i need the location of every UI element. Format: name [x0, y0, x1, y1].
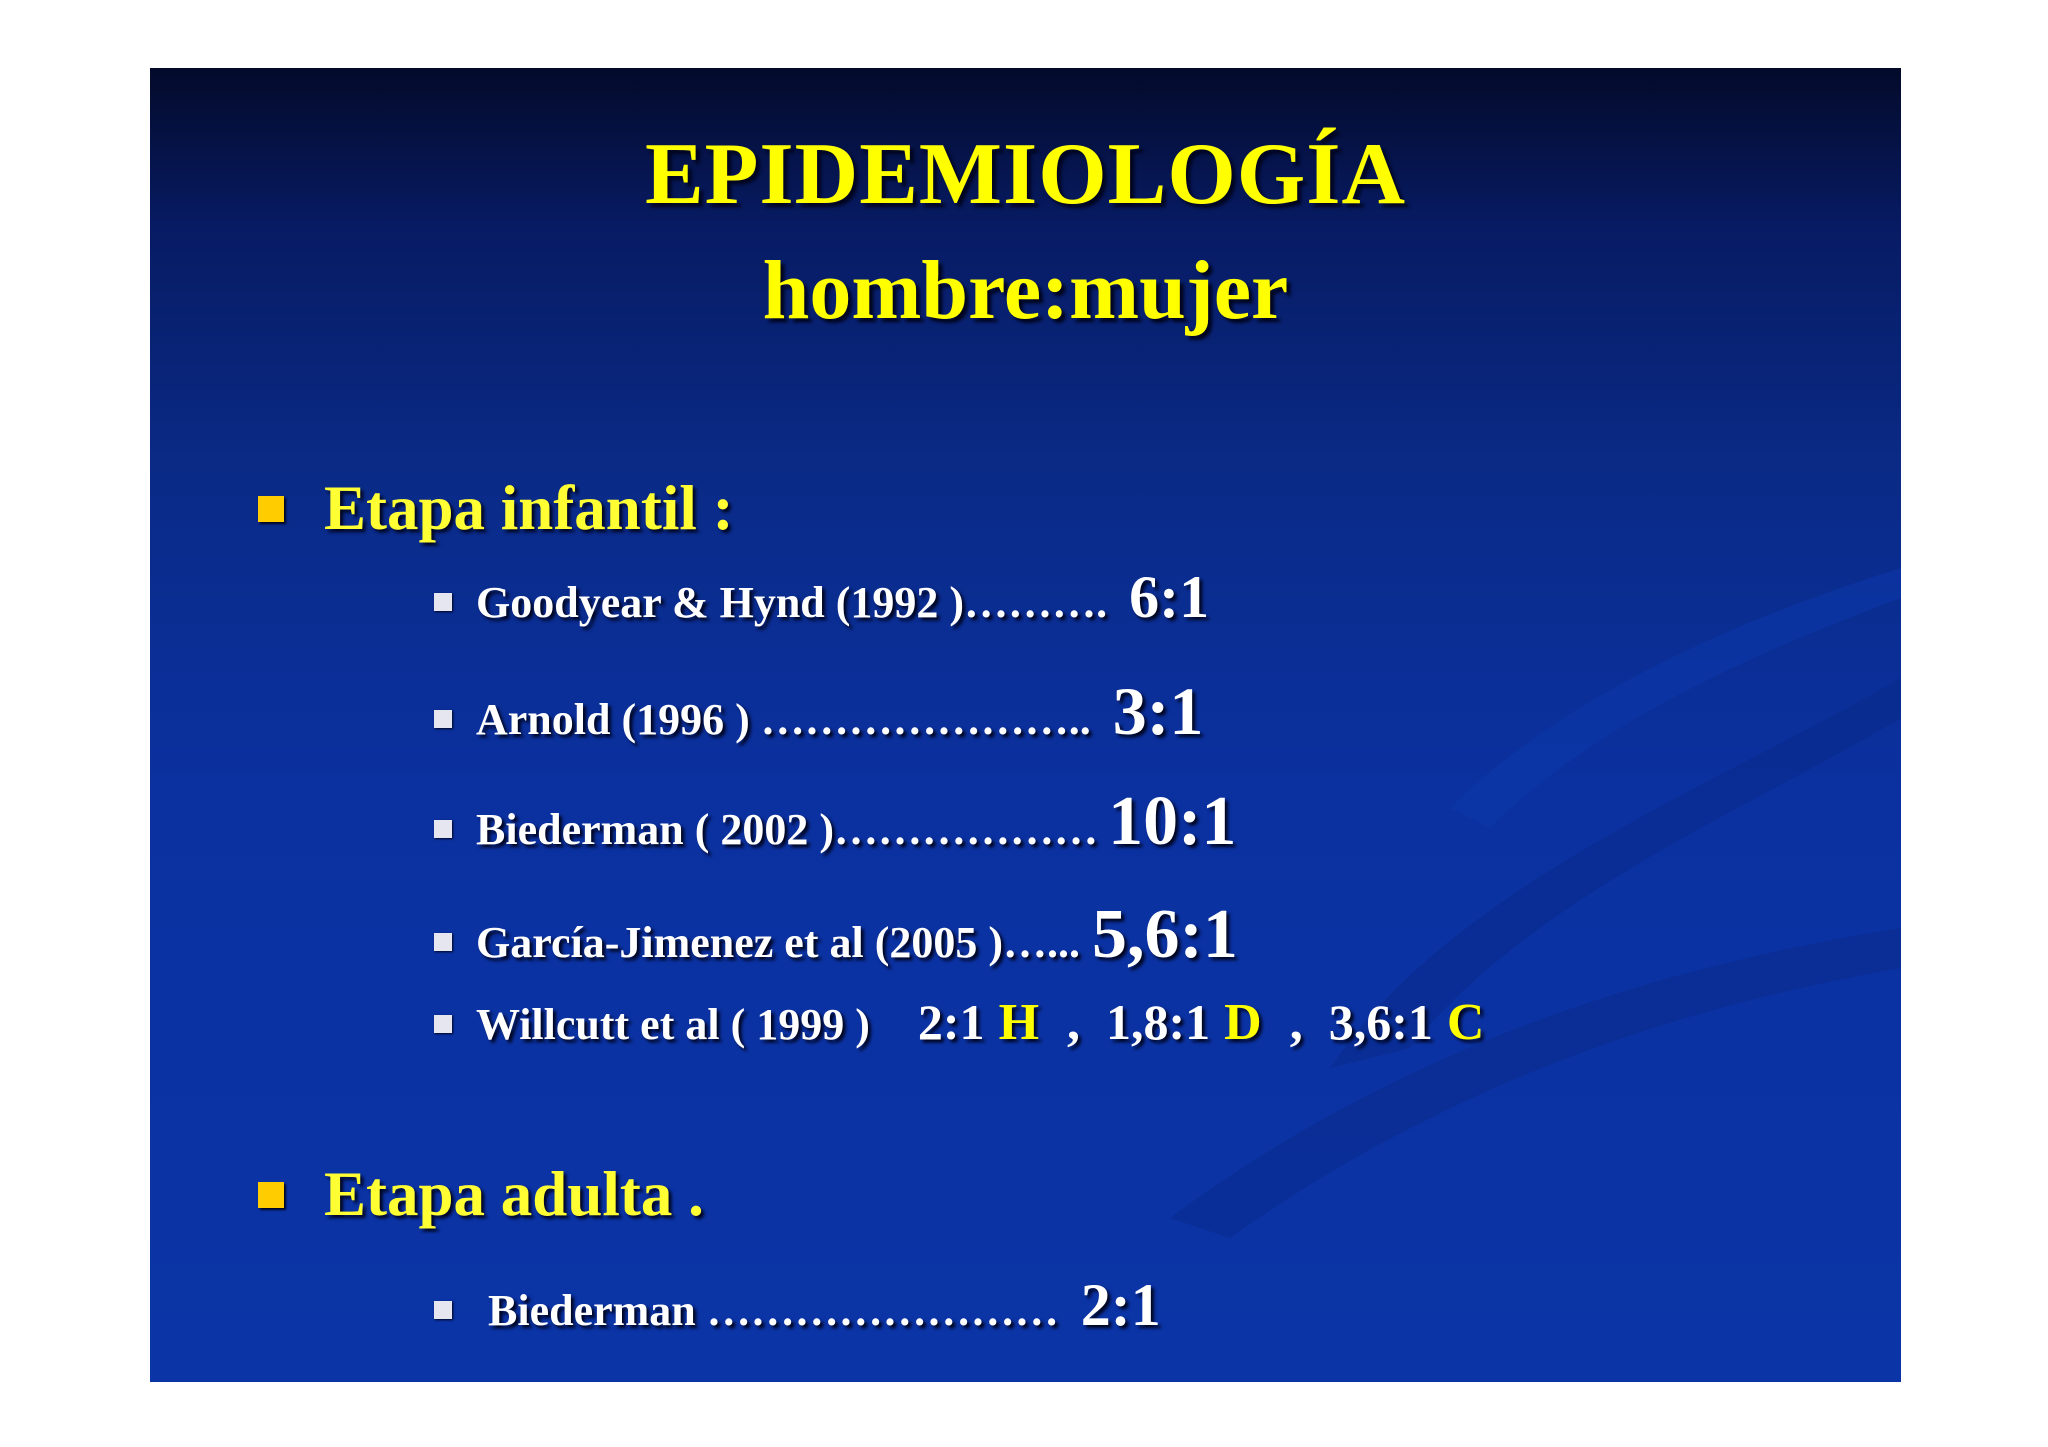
section-heading-label: Etapa infantil : — [324, 473, 734, 543]
ratio-value: 10:1 — [1108, 783, 1237, 860]
square-bullet-icon — [258, 496, 284, 522]
list-item — [434, 895, 1238, 975]
list-item — [434, 993, 1484, 1052]
list-item — [434, 1271, 1161, 1340]
list-item — [434, 672, 1203, 751]
slide-title: EPIDEMIOLOGÍA — [644, 126, 1407, 223]
separator: , — [1067, 994, 1081, 1051]
small-square-bullet-icon — [434, 593, 452, 611]
small-square-bullet-icon — [434, 1301, 452, 1319]
section-heading-adulta — [258, 1158, 704, 1231]
ratio-value: 3,6:1 — [1328, 994, 1433, 1050]
slide-subtitle: hombre:mujer — [762, 244, 1289, 337]
list-item — [434, 782, 1236, 862]
ratio-value: 2:1 — [1080, 1272, 1161, 1338]
reference-label: Biederman …………………… — [488, 1286, 1059, 1335]
ratio-value: 5,6:1 — [1092, 896, 1238, 973]
square-bullet-icon — [258, 1182, 284, 1208]
reference-label: García-Jimenez et al (2005 )…... — [476, 918, 1081, 967]
small-square-bullet-icon — [434, 820, 452, 838]
reference-label: Biederman ( 2002 )……………… — [476, 805, 1099, 854]
slide — [150, 68, 1901, 1382]
ratio-value: 1,8:1 — [1106, 994, 1211, 1050]
section-heading-infantil — [258, 472, 734, 545]
separator: , — [1289, 994, 1303, 1051]
section-heading-label: Etapa adulta . — [324, 1159, 704, 1229]
ratio-value: 2:1 — [917, 994, 985, 1050]
small-square-bullet-icon — [434, 933, 452, 951]
list-item — [434, 563, 1209, 632]
reference-label: Willcutt et al ( 1999 ) — [476, 1000, 870, 1049]
ratio-type-label: D — [1224, 994, 1262, 1051]
ratio-type-label: H — [998, 994, 1040, 1051]
reference-label: Goodyear & Hynd (1992 )………. — [476, 578, 1108, 627]
small-square-bullet-icon — [434, 710, 452, 728]
ratio-value: 6:1 — [1129, 564, 1210, 630]
reference-label: Arnold (1996 ) ………………….. — [476, 695, 1091, 744]
ratio-value: 3:1 — [1112, 673, 1204, 749]
small-square-bullet-icon — [434, 1015, 452, 1033]
ratio-type-label: C — [1446, 994, 1485, 1051]
